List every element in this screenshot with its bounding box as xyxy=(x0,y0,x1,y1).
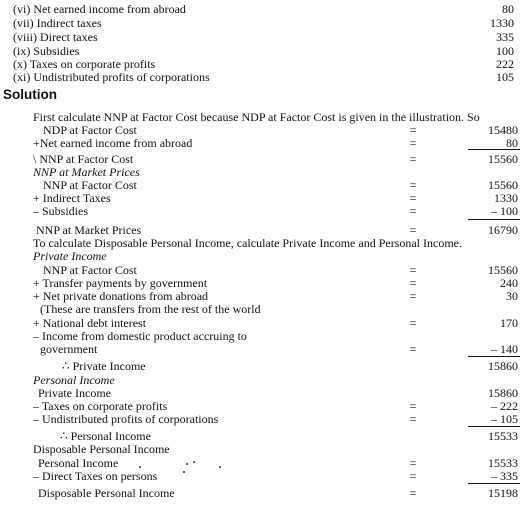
sum-rule xyxy=(468,426,520,427)
calc-row xyxy=(0,486,528,500)
row-label: + National debt interest xyxy=(33,316,147,330)
calc-row xyxy=(0,302,528,316)
row-value: 105 xyxy=(496,70,514,84)
row-label: + Indirect Taxes xyxy=(33,191,111,205)
section-title xyxy=(0,373,528,387)
row-value: 1330 xyxy=(490,16,514,30)
row-label: (x) Taxes on corporate profits xyxy=(13,57,156,71)
calc-row xyxy=(0,359,528,373)
row-label: – Subsidies xyxy=(33,204,89,218)
equals-sign: = xyxy=(409,276,417,290)
calc-row xyxy=(0,329,528,343)
row-label: (ix) Subsidies xyxy=(13,44,80,58)
scan-speck xyxy=(219,466,221,468)
intro-row xyxy=(0,44,528,58)
calc-row xyxy=(0,399,528,413)
calc-row xyxy=(0,412,528,426)
equals-sign: = xyxy=(409,342,417,356)
row-label: Private Income xyxy=(38,386,111,400)
row-value: 15860 xyxy=(488,359,518,373)
calc-row xyxy=(0,136,528,150)
section-title-text: NNP at Market Prices xyxy=(33,165,140,179)
calc-row xyxy=(0,386,528,400)
row-value: – 335 xyxy=(491,469,518,483)
row-value: 15533 xyxy=(488,429,518,443)
row-value: 80 xyxy=(506,136,518,150)
row-value: 80 xyxy=(502,2,514,16)
row-value: 15533 xyxy=(488,456,518,470)
row-label: Personal Income xyxy=(38,456,119,470)
scan-speck xyxy=(139,466,141,468)
row-label: NNP at Factor Cost xyxy=(43,178,137,192)
calc-row xyxy=(0,263,528,277)
row-label: + Transfer payments by government xyxy=(33,276,208,290)
intro-text-line: First calculate NNP at Factor Cost because NDP at Factor Cost is given in the illustration. So xyxy=(33,110,480,124)
row-label: \ NNP at Factor Cost xyxy=(33,152,134,166)
section-title-text: Private Income xyxy=(33,249,107,263)
equals-sign: = xyxy=(409,399,417,413)
row-value: 16790 xyxy=(488,223,518,237)
intro-text xyxy=(0,110,528,124)
row-value: 15560 xyxy=(488,178,518,192)
intro-row xyxy=(0,30,528,44)
section-title-text: Personal Income xyxy=(33,373,115,387)
row-value: – 100 xyxy=(491,204,518,218)
row-value: 240 xyxy=(500,276,518,290)
row-value: 15480 xyxy=(488,123,518,137)
row-value: 100 xyxy=(496,44,514,58)
row-label: – Direct Taxes on persons xyxy=(33,469,158,483)
calc-row xyxy=(0,123,528,137)
row-value: 1330 xyxy=(494,191,518,205)
solution-heading: Solution xyxy=(3,87,57,102)
row-value: 15860 xyxy=(488,386,518,400)
row-label: NNP at Market Prices xyxy=(36,223,142,237)
equals-sign: = xyxy=(409,191,417,205)
equals-sign: = xyxy=(409,123,417,137)
equals-sign: = xyxy=(409,456,417,470)
row-label: ∴ Personal Income xyxy=(60,429,151,443)
sum-rule xyxy=(468,483,520,484)
dpi-text-line: To calculate Disposable Personal Income, calculate Private Income and Personal Income. xyxy=(33,236,462,250)
row-value: 170 xyxy=(500,316,518,330)
row-label: – Income from domestic product accruing to xyxy=(33,329,247,343)
calc-row xyxy=(0,429,528,443)
row-value: – 105 xyxy=(491,412,518,426)
intro-row xyxy=(0,2,528,16)
section-title xyxy=(0,165,528,179)
calc-row xyxy=(0,191,528,205)
sum-rule xyxy=(468,149,520,150)
sum-rule xyxy=(468,219,520,220)
row-label: + Net private donations from abroad xyxy=(33,289,209,303)
calc-row xyxy=(0,469,528,483)
scan-speck xyxy=(186,463,188,465)
row-label: (xi) Undistributed profits of corporations xyxy=(13,70,210,84)
row-value: 30 xyxy=(506,289,518,303)
row-value: 15198 xyxy=(488,486,518,500)
dpi-text xyxy=(0,236,528,250)
row-label: +Net earned income from abroad xyxy=(33,136,193,150)
row-label: (These are transfers from the rest of the world xyxy=(40,302,261,316)
calc-row xyxy=(0,316,528,330)
sum-rule xyxy=(468,356,520,357)
calc-row xyxy=(0,204,528,218)
row-value: – 140 xyxy=(491,342,518,356)
equals-sign: = xyxy=(409,412,417,426)
row-value: 15560 xyxy=(488,263,518,277)
section-title-text: Disposable Personal Income xyxy=(33,442,170,456)
row-label: Disposable Personal Income xyxy=(38,486,175,500)
row-label: – Taxes on corporate profits xyxy=(33,399,168,413)
row-label: NDP at Factor Cost xyxy=(43,123,137,137)
row-value: 335 xyxy=(496,30,514,44)
scan-speck xyxy=(183,471,185,473)
calc-row xyxy=(0,289,528,303)
calc-row xyxy=(0,456,528,470)
intro-row xyxy=(0,70,528,84)
row-label: (vi) Net earned income from abroad xyxy=(13,2,186,16)
equals-sign: = xyxy=(409,223,417,237)
equals-sign: = xyxy=(409,469,417,483)
calc-row xyxy=(0,342,528,356)
calc-row xyxy=(0,178,528,192)
equals-sign: = xyxy=(409,316,417,330)
section-title xyxy=(0,249,528,263)
equals-sign: = xyxy=(409,152,417,166)
intro-row xyxy=(0,57,528,71)
scan-speck xyxy=(193,461,195,463)
row-value: 222 xyxy=(496,57,514,71)
equals-sign: = xyxy=(409,178,417,192)
calc-row xyxy=(0,276,528,290)
calc-row xyxy=(0,223,528,237)
row-label: (viii) Direct taxes xyxy=(13,30,98,44)
equals-sign: = xyxy=(409,486,417,500)
equals-sign: = xyxy=(409,136,417,150)
equals-sign: = xyxy=(409,263,417,277)
intro-row xyxy=(0,16,528,30)
row-value: 15560 xyxy=(488,152,518,166)
calc-row xyxy=(0,152,528,166)
row-label: government xyxy=(40,342,98,356)
equals-sign: = xyxy=(409,289,417,303)
equals-sign: = xyxy=(409,204,417,218)
row-value: – 222 xyxy=(491,399,518,413)
row-label: NNP at Factor Cost xyxy=(43,263,137,277)
row-label: – Undistributed profits of corporations xyxy=(33,412,219,426)
section-title xyxy=(0,442,528,456)
row-label: ∴ Private Income xyxy=(62,359,146,373)
row-label: (vii) Indirect taxes xyxy=(13,16,102,30)
